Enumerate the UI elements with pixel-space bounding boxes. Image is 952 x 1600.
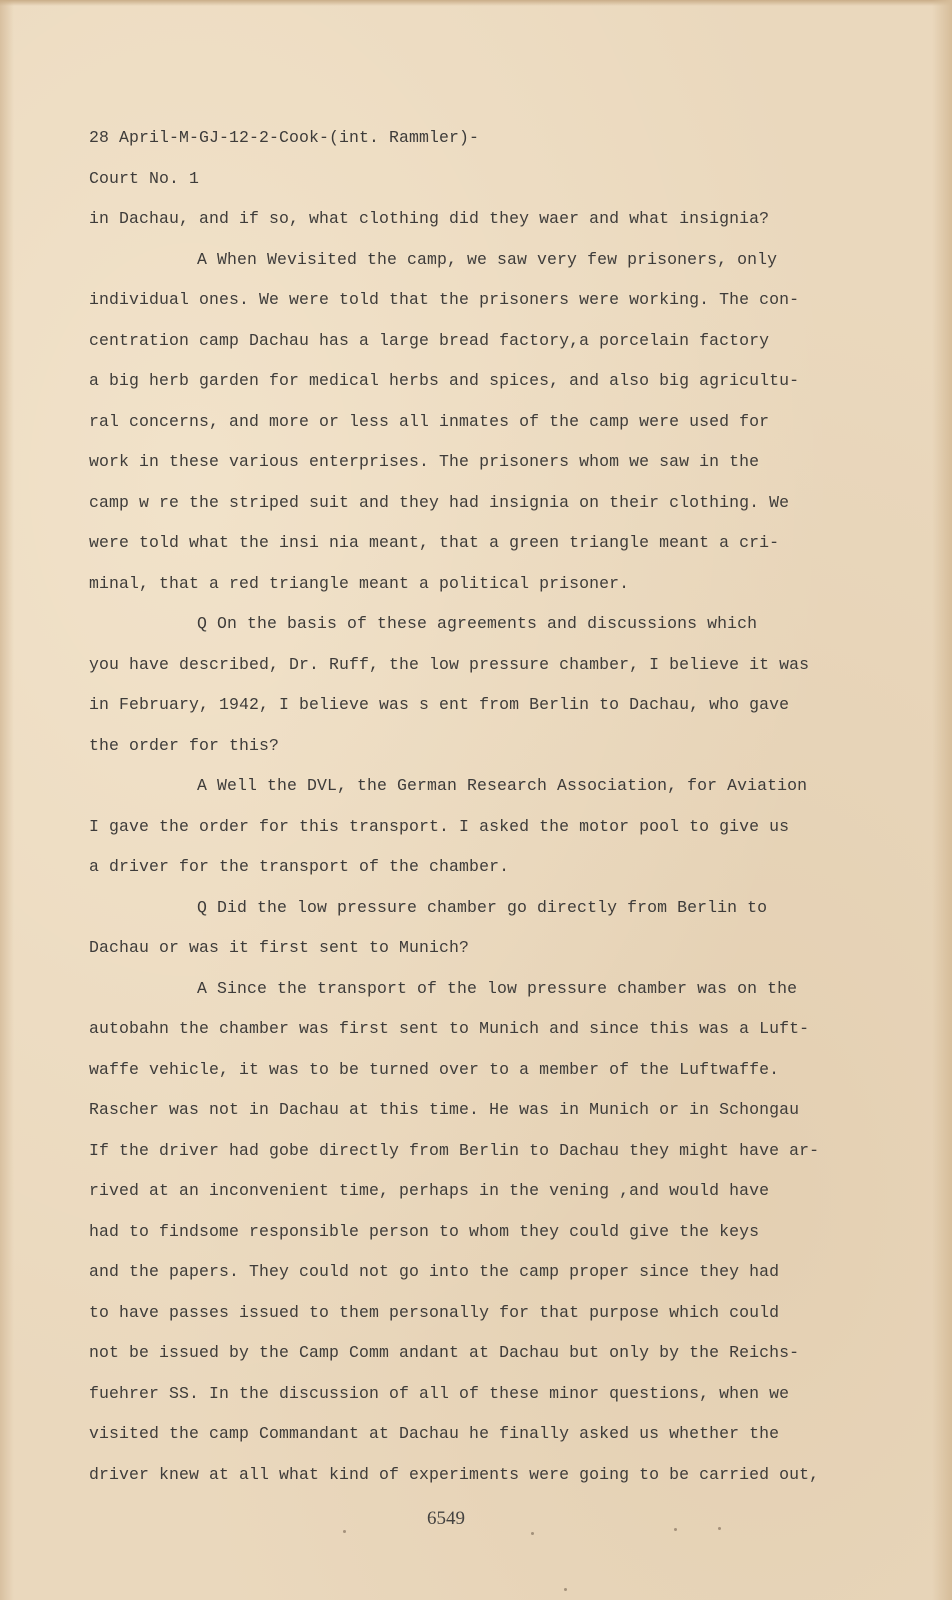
- body-line: If the driver had gobe directly from Berlin to Dachau they might have ar-: [89, 1140, 820, 1160]
- body-line: Q On the basis of these agreements and discussions which: [197, 614, 758, 633]
- body-line: you have described, Dr. Ruff, the low pressure chamber, I believe it was: [89, 654, 810, 674]
- body-line: centration camp Dachau has a large bread factory,a porcelain factory: [89, 330, 770, 350]
- paper-speck: [343, 1530, 346, 1533]
- body-line: A Since the transport of the low pressure chamber was on the: [197, 978, 798, 998]
- body-line: camp w re the striped suit and they had insignia on their clothing. We: [89, 492, 790, 512]
- body-line: had to findsome responsible person to whom they could give the keys: [89, 1221, 760, 1241]
- paper-speck: [718, 1527, 721, 1530]
- paper-speck: [674, 1528, 677, 1531]
- paper-speck: [531, 1532, 534, 1535]
- page-top-edge: [0, 0, 952, 6]
- page-number: 6549: [427, 1508, 465, 1529]
- body-line: Dachau or was it first sent to Munich?: [89, 938, 470, 957]
- header-line-2: Court No. 1: [89, 168, 200, 188]
- body-line: Rascher was not in Dachau at this time. He was in Munich or in Schongau: [89, 1100, 800, 1119]
- body-line: were told what the insi nia meant, that a green triangle meant a cri-: [89, 533, 780, 552]
- body-line: in February, 1942, I believe was s ent from Berlin to Dachau, who gave: [89, 695, 790, 714]
- body-line: not be issued by the Camp Comm andant at Dachau but only by the Reichs-: [89, 1343, 800, 1362]
- body-line: in Dachau, and if so, what clothing did they waer and what insignia?: [89, 209, 770, 228]
- body-line: and the papers. They could not go into the camp proper since they had: [89, 1262, 780, 1281]
- body-line: individual ones. We were told that the prisoners were working. The con-: [89, 290, 800, 309]
- body-line: A When Wevisited the camp, we saw very few prisoners, only: [197, 249, 778, 269]
- body-line: visited the camp Commandant at Dachau he finally asked us whether the: [89, 1424, 780, 1443]
- body-line: A Well the DVL, the German Research Association, for Aviation: [197, 776, 808, 795]
- body-line: I gave the order for this transport. I asked the motor pool to give us: [89, 816, 790, 836]
- body-line: the order for this?: [89, 735, 280, 755]
- body-line: autobahn the chamber was first sent to Munich and since this was a Luft-: [89, 1019, 810, 1038]
- paper-speck: [564, 1588, 567, 1591]
- body-line: ral concerns, and more or less all inmates of the camp were used for: [89, 411, 770, 431]
- body-line: to have passes issued to them personally for that purpose which could: [89, 1302, 780, 1322]
- body-line: rived at an inconvenient time, perhaps in the vening ,and would have: [89, 1181, 770, 1200]
- body-line: fuehrer SS. In the discussion of all of these minor questions, when we: [89, 1383, 790, 1403]
- body-line: minal, that a red triangle meant a political prisoner.: [89, 573, 630, 593]
- body-line: driver knew at all what kind of experiments were going to be carried out,: [89, 1464, 820, 1484]
- body-line: work in these various enterprises. The prisoners whom we saw in the: [89, 452, 760, 471]
- transcript-text: [89, 118, 829, 1495]
- body-line: a driver for the transport of the chamber.: [89, 857, 510, 876]
- body-line: Q Did the low pressure chamber go directly from Berlin to: [197, 897, 768, 917]
- header-line-1: 28 April-M-GJ-12-2-Cook-(int. Rammler)-: [89, 128, 480, 147]
- body-line: a big herb garden for medical herbs and spices, and also big agricultu-: [89, 371, 800, 390]
- body-line: waffe vehicle, it was to be turned over to a member of the Luftwaffe.: [89, 1059, 780, 1079]
